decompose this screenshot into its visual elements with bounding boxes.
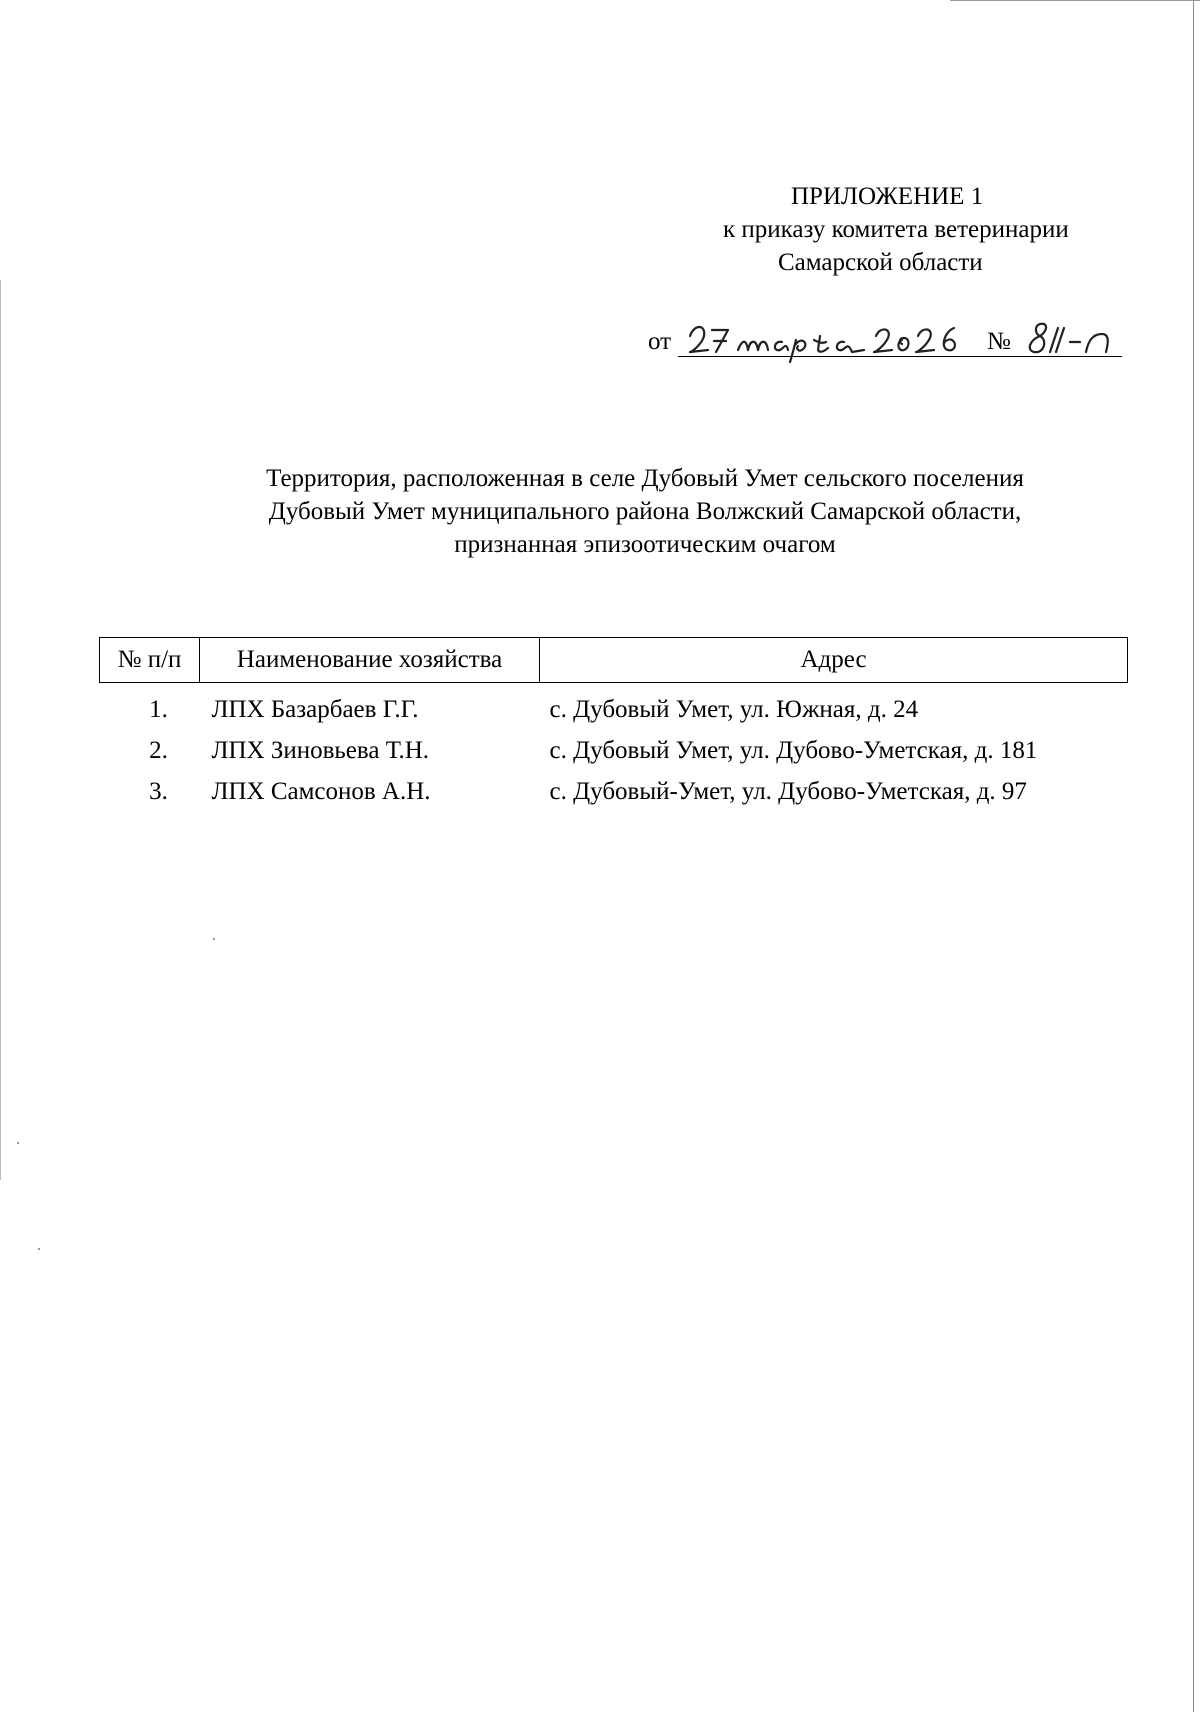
annex-order-reference: к приказу комитета ветеринарии bbox=[723, 216, 1069, 243]
order-number-field bbox=[1018, 322, 1122, 357]
column-header-farm-name: Наименование хозяйства bbox=[200, 638, 540, 683]
table-row bbox=[100, 730, 1128, 771]
order-reference-line bbox=[648, 322, 1128, 362]
column-header-number: № п/п bbox=[100, 638, 200, 683]
table-row bbox=[100, 683, 1128, 731]
farms-table bbox=[99, 637, 1128, 812]
scan-edge-line bbox=[1193, 0, 1194, 1712]
annex-title: ПРИЛОЖЕНИЕ 1 bbox=[791, 183, 984, 210]
scan-speck bbox=[17, 1142, 19, 1144]
farm-name: ЛПХ Самсонов А.Н. bbox=[211, 777, 431, 805]
farm-address: с. Дубовый Умет, ул. Дубово-Уметская, д. 181 bbox=[549, 736, 1038, 764]
row-number: 2. bbox=[149, 736, 168, 764]
order-number-sign: № bbox=[987, 328, 1011, 355]
column-header-address: Адрес bbox=[540, 638, 1128, 683]
table-row bbox=[100, 771, 1128, 812]
handwritten-order-number bbox=[1022, 314, 1122, 358]
handwritten-date-signature bbox=[686, 314, 986, 358]
order-date-field bbox=[678, 322, 1024, 357]
row-number: 1. bbox=[149, 695, 168, 723]
document-title-line: Дубовый Умет муниципального района Волжский Самарской области, bbox=[268, 498, 1022, 525]
document-title-line: признанная эпизоотическим очагом bbox=[454, 531, 836, 558]
scan-speck bbox=[213, 938, 215, 940]
scan-speck bbox=[38, 1248, 40, 1250]
farm-address: с. Дубовый Умет, ул. Южная, д. 24 bbox=[549, 695, 919, 723]
document-title-line: Территория, расположенная в селе Дубовый Умет сельского поселения bbox=[266, 465, 1024, 492]
table-header-row bbox=[100, 638, 1128, 683]
farm-address: с. Дубовый-Умет, ул. Дубово-Уметская, д. 97 bbox=[549, 777, 1027, 805]
scan-edge-line bbox=[950, 0, 1200, 1]
order-date-prefix: от bbox=[648, 328, 672, 355]
farm-name: ЛПХ Базарбаев Г.Г. bbox=[211, 695, 419, 723]
scan-edge-line bbox=[0, 280, 1, 1180]
row-number: 3. bbox=[149, 777, 168, 805]
farm-name: ЛПХ Зиновьева Т.Н. bbox=[211, 736, 430, 764]
annex-header bbox=[640, 180, 1120, 279]
annex-region: Самарской области bbox=[778, 249, 983, 276]
document-title bbox=[120, 462, 1170, 561]
